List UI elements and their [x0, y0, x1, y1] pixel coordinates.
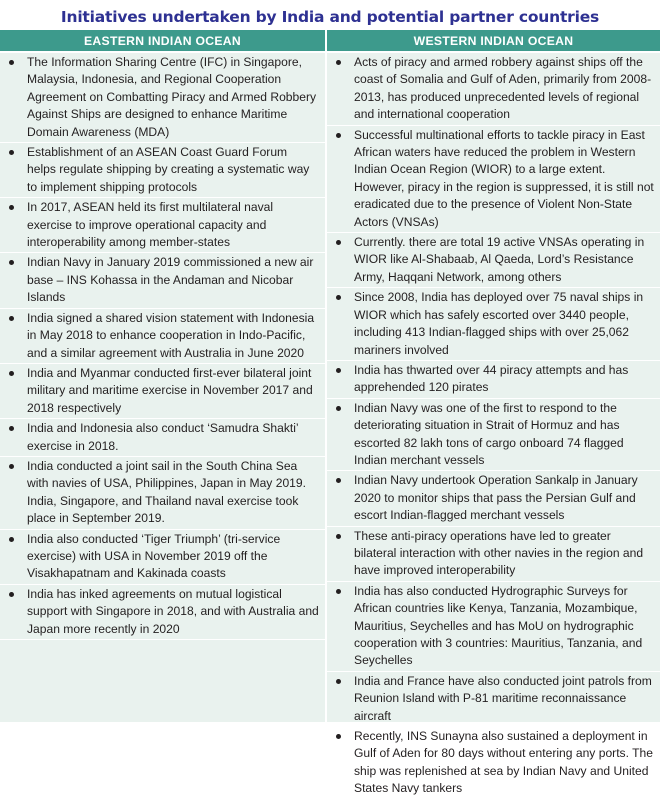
list-item: India also conducted ‘Tiger Triumph’ (tri-service exercise) with USA in November 2019 off the Visakhapatnam and Kakinada coasts [0, 530, 325, 585]
initiatives-table [0, 30, 660, 796]
list-item: Indian Navy undertook Operation Sankalp in January 2020 to monitor ships that pass the Persian Gulf and escort Indian-flagged merchant vessels [327, 471, 660, 526]
list-item: The Information Sharing Centre (IFC) in Singapore, Malaysia, Indonesia, and Regional Cooperation Agreement on Combatting Piracy and Armed Robbery Against Ships are designed to enhance Maritime Domain Awareness (MDA) [0, 53, 325, 143]
western-column-heading: WESTERN INDIAN OCEAN [327, 30, 660, 53]
list-item: India and Indonesia also conduct ‘Samudra Shakti’ exercise in 2018. [0, 419, 325, 457]
list-item: Since 2008, India has deployed over 75 naval ships in WIOR which has safely escorted over 3440 people, including 413 Indian-flagged ships with over 25,062 mariners involved [327, 288, 660, 361]
list-item: Acts of piracy and armed robbery against ships off the coast of Somalia and Gulf of Aden, primarily from 2008-2013, has produced unprecedented levels of regional and international cooperation [327, 53, 660, 126]
western-list [327, 53, 660, 800]
list-item: Indian Navy in January 2019 commissioned a new air base – INS Kohassa in the Andaman and Nicobar Islands [0, 253, 325, 308]
eastern-list [0, 53, 325, 640]
list-item: India has thwarted over 44 piracy attempts and has apprehended 120 pirates [327, 361, 660, 399]
list-item: India has also conducted Hydrographic Surveys for African countries like Kenya, Tanzania, Mozambique, Mauritius, Seychelles and has MoU on hydrographic cooperation with 3 countries: Mauritius, Tanzania, and Seychelles [327, 582, 660, 672]
western-column [327, 30, 660, 796]
list-item: India and Myanmar conducted first-ever bilateral joint military and maritime exercise in November 2017 and 2018 respectively [0, 364, 325, 419]
list-item: Recently, INS Sunayna also sustained a deployment in Gulf of Aden for 80 days without entering any ports. The ship was replenished at sea by Indian Navy and United States Navy tankers [327, 727, 660, 800]
list-item: India conducted a joint sail in the South China Sea with navies of USA, Philippines, Japan in May 2019. India, Singapore, and Thailand naval exercise took place in September 2019. [0, 457, 325, 530]
list-item: In 2017, ASEAN held its first multilateral naval exercise to improve operational capacity and interoperability among member-states [0, 198, 325, 253]
list-item: India signed a shared vision statement with Indonesia in May 2018 to enhance cooperation in Indo-Pacific, and a similar agreement with Australia in June 2020 [0, 309, 325, 364]
eastern-column-heading: EASTERN INDIAN OCEAN [0, 30, 325, 53]
list-item: Establishment of an ASEAN Coast Guard Forum helps regulate shipping by creating a systematic way to implement shipping protocols [0, 143, 325, 198]
page-title: Initiatives undertaken by India and potential partner countries [60, 8, 600, 26]
eastern-column [0, 30, 327, 722]
list-item: India and France have also conducted joint patrols from Reunion Island with P-81 maritime reconnaissance aircraft [327, 672, 660, 727]
list-item: Indian Navy was one of the first to respond to the deteriorating situation in Strait of Hormuz and has escorted 82 lakh tons of cargo onboard 74 flagged Indian merchant vessels [327, 399, 660, 472]
list-item: These anti-piracy operations have led to greater bilateral interaction with other navies in the region and have improved interoperability [327, 527, 660, 582]
list-item: India has inked agreements on mutual logistical support with Singapore in 2018, and with Australia and Japan more recently in 2020 [0, 585, 325, 640]
list-item: Successful multinational efforts to tackle piracy in East African waters have reduced the problem in Western Indian Ocean Region (WIOR) to a large extent. However, piracy in the region is suppressed, it is still not eradicated due to the presence of Violent Non-State Actors (VNSAs) [327, 126, 660, 233]
list-item: Currently. there are total 19 active VNSAs operating in WIOR like Al-Shabaab, Al Qaeda, Lord’s Resistance Army, Haqqani Network, among others [327, 233, 660, 288]
